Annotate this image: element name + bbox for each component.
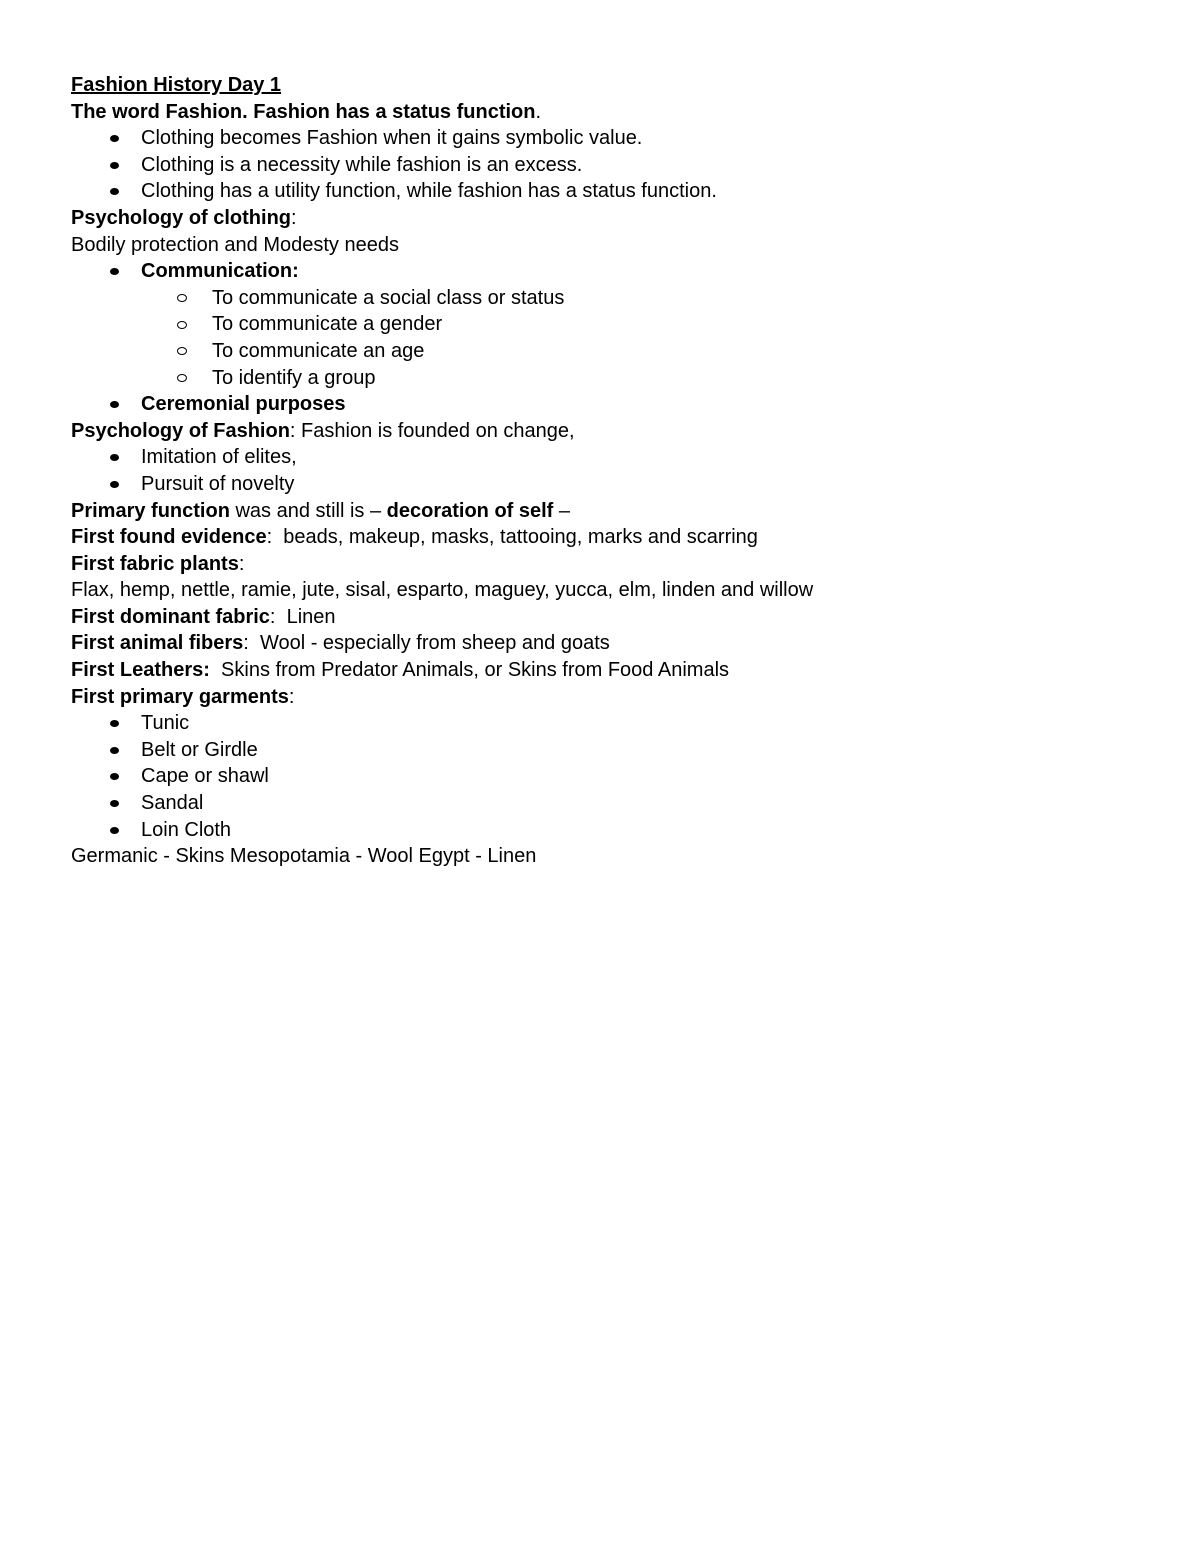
bullet-icon <box>110 481 119 488</box>
sub-list-item-text: To communicate an age <box>212 339 425 362</box>
intro-statement: The word Fashion. Fashion has a status function <box>71 100 536 123</box>
bullet-icon <box>110 773 119 780</box>
list-item-text: Clothing is a necessity while fashion is an excess. <box>141 153 583 176</box>
bullet-icon <box>110 747 119 754</box>
bullet-icon <box>110 188 119 195</box>
primary-function-line <box>71 498 1151 525</box>
primary-function-tail: – <box>553 499 571 522</box>
hollow-bullet-icon <box>177 347 187 355</box>
sub-list-item-text: To communicate a gender <box>212 313 443 336</box>
sub-list-item-text: To communicate a social class or status <box>212 286 565 309</box>
intro-line <box>71 99 1151 126</box>
garments-label: First primary garments <box>71 685 289 708</box>
first-found-evidence-value: : beads, makeup, masks, tattooing, marks and scarring <box>266 526 758 549</box>
list-item-text: Clothing becomes Fashion when it gains symbolic value. <box>141 127 643 150</box>
list-item <box>71 391 1151 418</box>
hollow-bullet-icon <box>177 374 187 382</box>
leathers-label: First Leathers: <box>71 659 210 682</box>
hollow-bullet-icon <box>177 321 187 329</box>
primary-function-value: decoration of self <box>386 499 554 522</box>
bullet-icon <box>110 162 119 169</box>
sub-list-item <box>71 338 1151 365</box>
garments-colon: : <box>288 685 295 708</box>
list-item-text: Belt or Girdle <box>141 738 258 761</box>
fabric-plants-list-line <box>71 577 1151 604</box>
section-heading-rest: : Fashion is founded on change, <box>289 419 575 442</box>
regions-line <box>71 843 1151 870</box>
list-item-text: Sandal <box>141 792 204 815</box>
primary-function-mid: was and still is – <box>229 499 387 522</box>
needs-text: Bodily protection and Modesty needs <box>71 233 399 256</box>
list-item <box>71 763 1151 790</box>
sub-list-item-text: To identify a group <box>212 366 376 389</box>
garments-heading-line <box>71 684 1151 711</box>
fabric-plants-colon: : <box>238 552 245 575</box>
list-item <box>71 817 1151 844</box>
heading-colon: : <box>291 206 297 229</box>
dominant-fabric-line <box>71 604 1151 631</box>
list-item <box>71 790 1151 817</box>
psychology-fashion-line <box>71 418 1151 445</box>
bullet-icon <box>110 268 119 275</box>
document-title: Fashion History Day 1 <box>71 74 282 96</box>
bullet-icon <box>110 800 119 807</box>
hollow-bullet-icon <box>177 294 187 302</box>
animal-fibers-value: : Wool - especially from sheep and goats <box>243 632 610 655</box>
list-item <box>71 258 1151 285</box>
communication-label: Communication: <box>141 260 299 283</box>
ceremonial-label: Ceremonial purposes <box>141 393 346 416</box>
leathers-line <box>71 657 1151 684</box>
document-page <box>71 72 1151 870</box>
list-item <box>71 152 1151 179</box>
list-item-text: Tunic <box>141 712 190 735</box>
bullet-icon <box>110 135 119 142</box>
list-item <box>71 125 1151 152</box>
regions-text: Germanic - Skins Mesopotamia - Wool Egypt - Linen <box>71 845 537 868</box>
fabric-plants-list: Flax, hemp, nettle, ramie, jute, sisal, esparto, maguey, yucca, elm, linden and willow <box>71 579 814 602</box>
first-found-evidence-line <box>71 524 1151 551</box>
bullet-icon <box>110 454 119 461</box>
bullet-icon <box>110 720 119 727</box>
section-heading: Psychology of clothing <box>71 206 292 229</box>
sub-list-item <box>71 311 1151 338</box>
primary-function-label: Primary function <box>71 499 230 522</box>
bullet-icon <box>110 401 119 408</box>
list-item <box>71 710 1151 737</box>
list-item <box>71 178 1151 205</box>
list-item-text: Clothing has a utility function, while fashion has a status function. <box>141 180 717 203</box>
dominant-fabric-label: First dominant fabric <box>71 605 270 628</box>
animal-fibers-label: First animal fibers <box>71 632 244 655</box>
list-item-text: Cape or shawl <box>141 765 269 788</box>
first-found-evidence-label: First found evidence <box>71 526 267 549</box>
dominant-fabric-value: : Linen <box>269 605 336 628</box>
intro-period: . <box>535 100 542 123</box>
document-title-line <box>71 72 1151 99</box>
section-heading: Psychology of Fashion <box>71 419 290 442</box>
list-item-text: Imitation of elites, <box>141 446 297 469</box>
needs-line <box>71 232 1151 259</box>
list-item <box>71 737 1151 764</box>
sub-list-item <box>71 365 1151 392</box>
list-item-text: Pursuit of novelty <box>141 472 295 495</box>
leathers-value: Skins from Predator Animals, or Skins from Food Animals <box>209 659 730 682</box>
psychology-clothing-heading-line <box>71 205 1151 232</box>
bullet-icon <box>110 827 119 834</box>
sub-list-item <box>71 285 1151 312</box>
list-item <box>71 444 1151 471</box>
animal-fibers-line <box>71 630 1151 657</box>
list-item <box>71 471 1151 498</box>
fabric-plants-heading-line <box>71 551 1151 578</box>
list-item-text: Loin Cloth <box>141 818 232 841</box>
fabric-plants-label: First fabric plants <box>71 552 239 575</box>
